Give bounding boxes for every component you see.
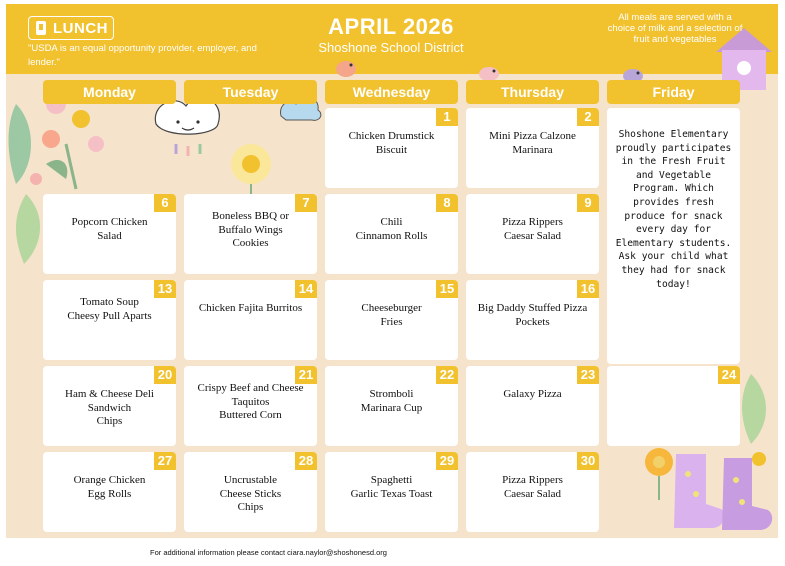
day-header-monday: Monday — [43, 80, 176, 104]
lunch-icon — [35, 20, 47, 36]
day-number: 1 — [436, 108, 458, 126]
menu-text: Spaghetti Garlic Texas Toast — [350, 474, 433, 500]
day-header-thursday: Thursday — [466, 80, 599, 104]
calendar-day-cell — [466, 194, 599, 274]
menu-text: Chicken Drumstick Biscuit — [348, 130, 435, 156]
calendar-day-cell — [43, 194, 176, 274]
menu-text: Pizza Rippers Caesar Salad — [502, 474, 563, 500]
bird-icon — [331, 54, 361, 82]
day-number: 13 — [154, 280, 176, 298]
calendar-day-cell — [325, 280, 458, 360]
page-title: APRIL 2026 — [328, 14, 454, 39]
menu-text: Mini Pizza Calzone Marinara — [489, 130, 576, 156]
day-number: 15 — [436, 280, 458, 298]
calendar-day-cell — [466, 366, 599, 446]
calendar-day-cell — [184, 366, 317, 446]
menu-text: Tomato Soup Cheesy Pull Aparts — [67, 296, 152, 322]
day-number: 24 — [718, 366, 740, 384]
menu-text: Big Daddy Stuffed Pizza Pockets — [477, 302, 588, 328]
day-header-tuesday: Tuesday — [184, 80, 317, 104]
day-number: 29 — [436, 452, 458, 470]
menu-text: Stromboli Marinara Cup — [360, 388, 423, 414]
menu-text: Uncrustable Cheese Sticks Chips — [219, 474, 282, 513]
day-number: 20 — [154, 366, 176, 384]
calendar-day-cell — [325, 452, 458, 532]
calendar-day-cell — [43, 366, 176, 446]
calendar-day-cell — [325, 194, 458, 274]
day-number: 16 — [577, 280, 599, 298]
calendar-day-cell — [184, 452, 317, 532]
calendar-day-cell — [466, 108, 599, 188]
day-number: 14 — [295, 280, 317, 298]
calendar-day-cell — [325, 108, 458, 188]
menu-text: Boneless BBQ or Buffalo Wings Cookies — [212, 210, 289, 249]
calendar-poster — [6, 4, 778, 538]
day-number: 22 — [436, 366, 458, 384]
day-number: 28 — [295, 452, 317, 470]
menu-text: Chili Cinnamon Rolls — [355, 216, 428, 242]
day-number: 2 — [577, 108, 599, 126]
lunch-badge — [28, 16, 114, 40]
menu-text: Galaxy Pizza — [503, 388, 562, 400]
calendar-day-cell — [466, 452, 599, 532]
day-number: 27 — [154, 452, 176, 470]
day-header-friday: Friday — [607, 80, 740, 104]
calendar-day-cell — [325, 366, 458, 446]
calendar-day-cell — [466, 280, 599, 360]
calendar-day-cell — [43, 280, 176, 360]
menu-text: Chicken Fajita Burritos — [198, 302, 303, 314]
menu-text: Popcorn Chicken Salad — [71, 216, 148, 242]
calendar-day-cell — [43, 452, 176, 532]
menu-text: Cheeseburger Fries — [361, 302, 422, 328]
day-header-wednesday: Wednesday — [325, 80, 458, 104]
calendar-day-cell — [184, 280, 317, 360]
day-number: 21 — [295, 366, 317, 384]
menu-text: Ham & Cheese Deli Sandwich Chips — [65, 388, 154, 427]
calendar-day-cell — [184, 194, 317, 274]
lunch-label: LUNCH — [53, 19, 108, 37]
menu-text: Crispy Beef and Cheese Taquitos Buttered Corn — [197, 382, 304, 421]
flower-icon — [634, 442, 684, 502]
program-note-text: Shoshone Elementary proudly participates in the Fresh Fruit and Vegetable Program. Which provides fresh produce for snack every day for Elementary students. Ask your child what they had for snack today! — [615, 129, 732, 290]
menu-text: Pizza Rippers Caesar Salad — [502, 216, 563, 242]
day-number: 8 — [436, 194, 458, 212]
contact-footer: For additional information please contact ciara.naylor@shoshonesd.org — [150, 548, 387, 557]
day-number: 23 — [577, 366, 599, 384]
calendar-day-cell — [607, 366, 740, 446]
milk-note: All meals are served with a choice of milk and a selection of fruit and vegetables — [607, 12, 743, 45]
day-number: 9 — [577, 194, 599, 212]
day-number: 30 — [577, 452, 599, 470]
usda-statement: "USDA is an equal opportunity provider, employer, and lender." — [28, 43, 257, 68]
menu-text: Orange Chicken Egg Rolls — [73, 474, 146, 500]
day-number: 6 — [154, 194, 176, 212]
fresh-fruit-program-note — [607, 108, 740, 364]
day-number: 7 — [295, 194, 317, 212]
district-name: Shoshone School District — [318, 40, 464, 55]
